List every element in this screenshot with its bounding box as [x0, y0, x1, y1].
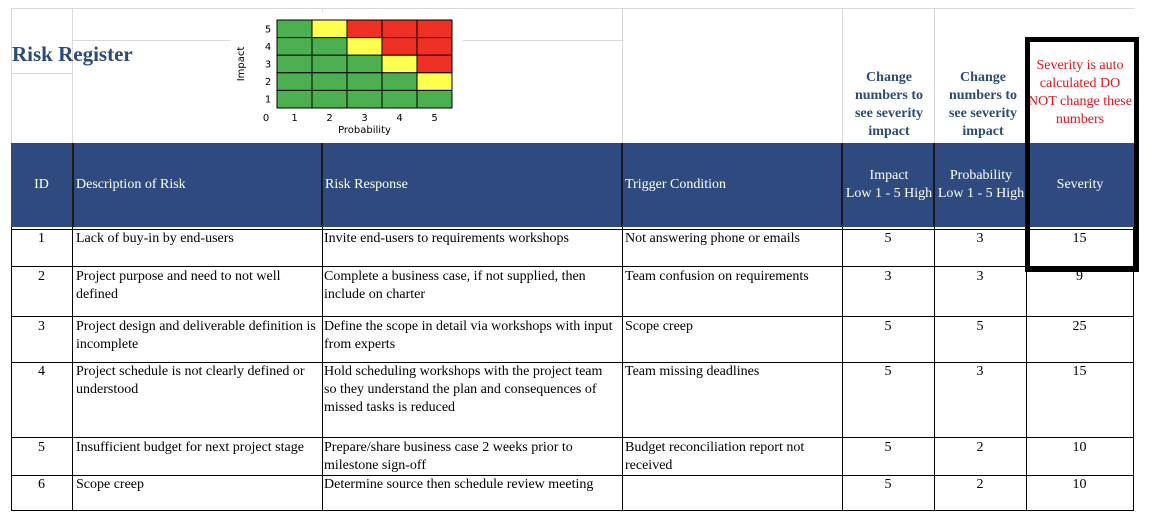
cell-trigger[interactable]: Budget reconciliation report not received	[625, 440, 805, 473]
heatmap-x-label: Probability	[338, 125, 391, 136]
heatmap-y-label: Impact	[236, 46, 247, 82]
header-probability-scale: Low 1 - 5 High	[937, 186, 1025, 201]
header-impact-label: Impact	[869, 168, 909, 183]
heatmap-cell	[417, 20, 452, 38]
column-divider	[72, 227, 73, 511]
cell-impact[interactable]: 3	[884, 269, 892, 284]
severity-warning: Severity is auto calculated DO NOT change these numbers	[1028, 58, 1132, 127]
cell-impact[interactable]: 5	[884, 319, 892, 334]
cell-probability[interactable]: 2	[976, 440, 984, 455]
cell-id[interactable]: 3	[38, 319, 45, 334]
heatmap-cell	[417, 73, 452, 91]
heatmap-x-tick: 2	[326, 113, 333, 124]
cell-probability[interactable]: 3	[976, 231, 984, 246]
cell-trigger[interactable]: Team confusion on requirements	[625, 269, 809, 284]
cell-id[interactable]: 4	[38, 364, 45, 379]
cell-description[interactable]: Insufficient budget for next project stage	[76, 440, 304, 455]
heatmap-x-tick: 3	[361, 113, 368, 124]
heatmap-cell	[312, 20, 347, 38]
cell-description[interactable]: Lack of buy-in by end-users	[76, 231, 234, 246]
grid-line	[11, 73, 72, 74]
cell-response[interactable]: Invite end-users to requirements workshops	[324, 231, 569, 246]
cell-description[interactable]: Scope creep	[76, 477, 145, 492]
row-divider	[11, 316, 1134, 317]
header-probability[interactable]	[935, 143, 1027, 227]
cell-description[interactable]: Project design and deliverable definition is incomplete	[76, 319, 316, 352]
header-description[interactable]: Description of Risk	[76, 177, 186, 192]
cell-description[interactable]: Project purpose and need to not well defined	[76, 269, 281, 302]
heatmap-cell	[417, 90, 452, 108]
column-divider	[622, 227, 623, 511]
cell-id[interactable]: 5	[38, 440, 45, 455]
heatmap-x-tick: 0	[262, 113, 270, 124]
cell-response[interactable]: Determine source then schedule review meeting	[324, 477, 594, 492]
header-separator	[621, 143, 623, 227]
grid-line	[842, 8, 843, 143]
cell-response[interactable]: Hold scheduling workshops with the project team so they understand the plan and consequences of missed tasks is reduced	[324, 364, 603, 415]
heatmap-cell	[347, 90, 382, 108]
heatmap-x-tick: 4	[396, 113, 403, 124]
heatmap-cell	[277, 73, 312, 91]
cell-probability[interactable]: 2	[976, 477, 984, 492]
header-response[interactable]: Risk Response	[325, 177, 408, 192]
heatmap-chart	[230, 12, 463, 146]
heatmap-cell	[382, 73, 417, 91]
cell-probability[interactable]: 5	[976, 319, 984, 334]
heatmap-cell	[382, 20, 417, 38]
row-divider	[11, 510, 1134, 511]
heatmap-cell	[382, 38, 417, 56]
cell-id[interactable]: 6	[38, 477, 45, 492]
row-divider	[11, 437, 1134, 438]
heatmap-cell	[277, 90, 312, 108]
cell-impact[interactable]: 5	[884, 364, 892, 379]
grid-line	[72, 40, 232, 41]
heatmap-cell	[417, 55, 452, 73]
header-probability-label: Probability	[949, 168, 1013, 183]
header-separator	[72, 143, 74, 227]
cell-response[interactable]: Define the scope in detail via workshops with input from experts	[324, 319, 613, 352]
grid-line	[622, 8, 623, 143]
heatmap-x-tick: 1	[291, 113, 298, 124]
cell-severity: 9	[1076, 269, 1083, 284]
heatmap-cell	[312, 38, 347, 56]
heatmap-cell	[312, 73, 347, 91]
cell-severity: 10	[1072, 440, 1087, 455]
heatmap-cell	[417, 38, 452, 56]
heatmap-y-tick: 3	[264, 59, 272, 71]
header-trigger[interactable]: Trigger Condition	[625, 177, 726, 192]
cell-trigger[interactable]: Team missing deadlines	[625, 364, 760, 379]
column-divider	[1133, 227, 1134, 511]
page-title: Risk Register	[12, 42, 133, 66]
grid-line	[934, 8, 935, 143]
heatmap-cell	[277, 55, 312, 73]
header-separator	[321, 143, 323, 227]
heatmap-cell	[382, 90, 417, 108]
grid-line	[463, 40, 623, 41]
column-divider	[322, 227, 323, 511]
cell-impact[interactable]: 5	[884, 477, 892, 492]
heatmap-y-tick: 2	[264, 77, 272, 89]
cell-id[interactable]: 1	[38, 231, 45, 246]
heatmap-cell	[382, 55, 417, 73]
grid-line	[11, 8, 12, 143]
cell-id[interactable]: 2	[38, 269, 45, 284]
cell-description[interactable]: Project schedule is not clearly defined or understood	[76, 364, 305, 397]
impact-hint: Change numbers to see severity impact	[854, 70, 924, 139]
header-impact[interactable]	[843, 143, 935, 227]
header-impact-scale: Low 1 - 5 High	[845, 186, 933, 201]
cell-impact[interactable]: 5	[884, 231, 892, 246]
header-severity[interactable]: Severity	[1056, 177, 1104, 192]
cell-severity: 15	[1072, 231, 1087, 246]
cell-probability[interactable]: 3	[976, 364, 984, 379]
heatmap-cell	[312, 55, 347, 73]
grid-line	[11, 8, 1134, 9]
cell-response[interactable]: Complete a business case, if not supplied, then include on charter	[324, 269, 586, 302]
heatmap-y-tick: 5	[264, 24, 272, 36]
grid-line	[72, 8, 73, 143]
heatmap-x-tick: 5	[431, 113, 438, 124]
cell-probability[interactable]: 3	[976, 269, 984, 284]
heatmap-cell	[277, 20, 312, 38]
cell-response[interactable]: Prepare/share business case 2 weeks prior to milestone sign-off	[324, 440, 573, 473]
heatmap-cell	[347, 55, 382, 73]
cell-severity: 25	[1072, 319, 1087, 334]
heatmap-y-tick: 1	[264, 94, 272, 106]
header-id[interactable]: ID	[34, 177, 49, 192]
heatmap-cell	[347, 20, 382, 38]
cell-trigger[interactable]: Not answering phone or emails	[625, 231, 800, 246]
heatmap-cell	[277, 38, 312, 56]
probability-hint: Change numbers to see severity impact	[948, 70, 1018, 139]
risk-heatmap	[230, 12, 463, 146]
heatmap-y-tick: 4	[264, 41, 272, 53]
heatmap-cell	[347, 38, 382, 56]
row-divider	[11, 266, 1134, 267]
cell-trigger[interactable]: Scope creep	[625, 319, 694, 334]
cell-severity: 10	[1072, 477, 1087, 492]
cell-impact[interactable]: 5	[884, 440, 892, 455]
heatmap-cell	[347, 73, 382, 91]
heatmap-cell	[312, 90, 347, 108]
cell-severity: 15	[1072, 364, 1087, 379]
